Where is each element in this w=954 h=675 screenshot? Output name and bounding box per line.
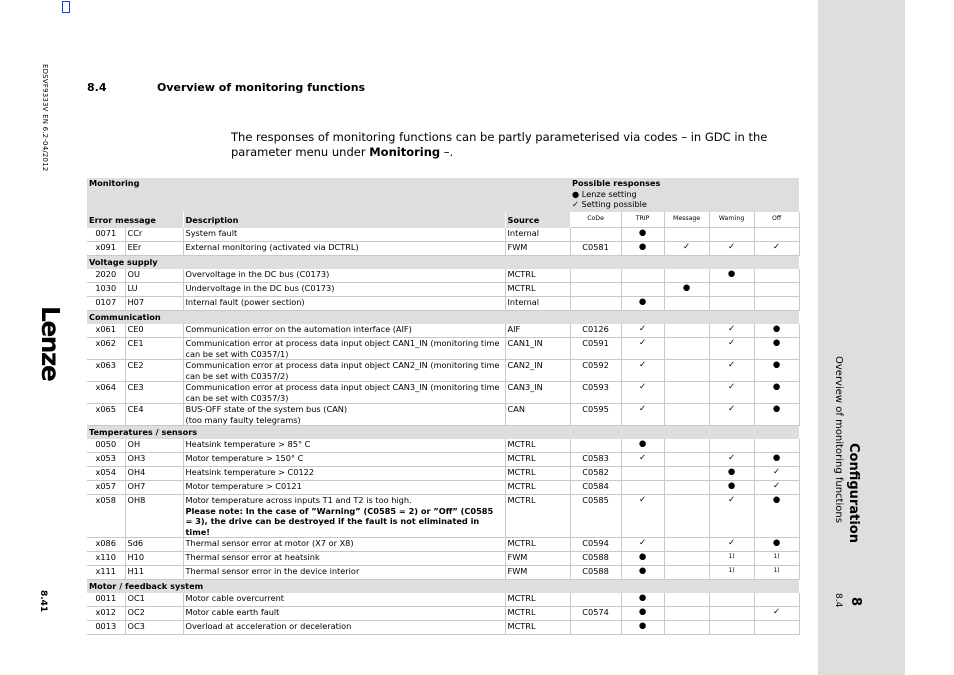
description-cell: Overvoltage in the DC bus (C0173) — [183, 269, 505, 283]
message-cell — [664, 269, 709, 283]
error-abbr: OH7 — [125, 481, 183, 495]
col-error-message: Error message — [87, 212, 183, 228]
trip-cell: ● — [621, 297, 664, 311]
message-cell — [664, 593, 709, 607]
description-cell: Thermal sensor error in the device interior — [183, 566, 505, 580]
off-cell — [754, 439, 799, 453]
warning-cell: ✓ — [709, 453, 754, 467]
trip-cell: ✓ — [621, 324, 664, 338]
code-cell: C0593 — [570, 382, 621, 404]
off-cell: ✓ — [754, 481, 799, 495]
description-cell: Motor cable earth fault — [183, 607, 505, 621]
col-off: Off — [754, 212, 799, 228]
intro-bold-term: Monitoring — [369, 145, 441, 159]
error-number: x110 — [87, 552, 125, 566]
table-row — [87, 283, 799, 297]
monitoring-table — [87, 178, 800, 635]
trip-cell — [621, 269, 664, 283]
message-cell — [664, 382, 709, 404]
description-cell: Internal fault (power section) — [183, 297, 505, 311]
corner-mark-icon — [62, 1, 70, 13]
message-cell: ✓ — [664, 242, 709, 256]
message-cell — [664, 360, 709, 382]
trip-cell: ● — [621, 242, 664, 256]
source-cell: MCTRL — [505, 439, 570, 453]
warning-cell: ✓ — [709, 538, 754, 552]
error-abbr: OU — [125, 269, 183, 283]
trip-cell: ✓ — [621, 338, 664, 360]
code-cell — [570, 228, 621, 242]
description-cell: Motor temperature > C0121 — [183, 481, 505, 495]
off-cell — [754, 621, 799, 635]
warning-cell — [709, 297, 754, 311]
table-row — [87, 439, 799, 453]
off-cell: ● — [754, 382, 799, 404]
error-abbr: CE3 — [125, 382, 183, 404]
page-number: 8.41 — [38, 590, 48, 613]
error-abbr: OC2 — [125, 607, 183, 621]
code-cell — [570, 269, 621, 283]
trip-cell: ✓ — [621, 360, 664, 382]
message-cell — [664, 552, 709, 566]
trip-cell: ● — [621, 593, 664, 607]
error-number: x053 — [87, 453, 125, 467]
message-cell — [664, 495, 709, 538]
sidebar-section-title: Overview of monitoring functions — [833, 356, 844, 523]
warning-cell — [709, 439, 754, 453]
code-cell: C0585 — [570, 495, 621, 538]
col-description: Description — [183, 212, 505, 228]
right-sidebar — [818, 0, 905, 675]
trip-cell: ✓ — [621, 382, 664, 404]
message-cell — [664, 538, 709, 552]
error-number: x058 — [87, 495, 125, 538]
warning-cell — [709, 593, 754, 607]
error-number: 0050 — [87, 439, 125, 453]
error-abbr: OH3 — [125, 453, 183, 467]
warning-cell: ● — [709, 481, 754, 495]
error-number: x063 — [87, 360, 125, 382]
group-label: Motor / feedback system — [87, 580, 799, 594]
source-cell: MCTRL — [505, 621, 570, 635]
table-row — [87, 297, 799, 311]
error-number: 0011 — [87, 593, 125, 607]
error-number: x091 — [87, 242, 125, 256]
off-cell — [754, 283, 799, 297]
trip-cell: ✓ — [621, 538, 664, 552]
source-cell: MCTRL — [505, 269, 570, 283]
warning-cell — [709, 228, 754, 242]
table-row — [87, 538, 799, 552]
table-row — [87, 467, 799, 481]
col-warning: Warning — [709, 212, 754, 228]
document-id: EDSVF9333V EN 6.2-04/2012 — [41, 64, 49, 172]
message-cell — [664, 467, 709, 481]
error-number: 0107 — [87, 297, 125, 311]
warning-cell: 1) — [709, 552, 754, 566]
table-row — [87, 242, 799, 256]
trip-cell: ● — [621, 439, 664, 453]
warning-cell — [709, 607, 754, 621]
message-cell — [664, 566, 709, 580]
warning-cell: ● — [709, 269, 754, 283]
off-cell: 1) — [754, 552, 799, 566]
message-cell — [664, 481, 709, 495]
error-abbr: EEr — [125, 242, 183, 256]
table-row — [87, 481, 799, 495]
error-number: x086 — [87, 538, 125, 552]
warning-cell: ✓ — [709, 382, 754, 404]
table-row — [87, 593, 799, 607]
warning-cell: ✓ — [709, 324, 754, 338]
code-cell: C0588 — [570, 552, 621, 566]
table-row — [87, 228, 799, 242]
table-row — [87, 607, 799, 621]
sidebar-chapter-number: 8 — [848, 597, 863, 607]
message-cell — [664, 228, 709, 242]
off-cell — [754, 269, 799, 283]
error-abbr: OH4 — [125, 467, 183, 481]
sidebar-chapter-title: Configuration — [846, 443, 861, 543]
source-cell: CAN1_IN — [505, 338, 570, 360]
message-cell — [664, 453, 709, 467]
off-cell — [754, 593, 799, 607]
description-cell: Undervoltage in the DC bus (C0173) — [183, 283, 505, 297]
code-cell: C0588 — [570, 566, 621, 580]
off-cell: ● — [754, 324, 799, 338]
trip-cell: ● — [621, 607, 664, 621]
code-cell: C0574 — [570, 607, 621, 621]
message-cell: ● — [664, 283, 709, 297]
trip-cell: ● — [621, 621, 664, 635]
table-row — [87, 382, 799, 404]
error-abbr: CE4 — [125, 404, 183, 426]
col-trip: TRIP — [621, 212, 664, 228]
group-row — [87, 426, 799, 440]
source-cell: CAN3_IN — [505, 382, 570, 404]
error-number: x062 — [87, 338, 125, 360]
code-cell: C0584 — [570, 481, 621, 495]
message-cell — [664, 621, 709, 635]
table-row — [87, 621, 799, 635]
section-number: 8.4 — [87, 81, 107, 94]
off-cell — [754, 228, 799, 242]
error-abbr: CE2 — [125, 360, 183, 382]
code-cell: C0582 — [570, 467, 621, 481]
error-number: x054 — [87, 467, 125, 481]
error-abbr: OC1 — [125, 593, 183, 607]
source-cell: Internal — [505, 228, 570, 242]
error-abbr: H07 — [125, 297, 183, 311]
error-abbr: H11 — [125, 566, 183, 580]
off-cell: ✓ — [754, 467, 799, 481]
code-cell — [570, 593, 621, 607]
error-number: 0071 — [87, 228, 125, 242]
off-cell: ● — [754, 338, 799, 360]
source-cell: FWM — [505, 566, 570, 580]
group-row — [87, 580, 799, 594]
error-number: x061 — [87, 324, 125, 338]
sidebar-section-number: 8.4 — [833, 593, 843, 608]
description-cell: Overload at acceleration or deceleration — [183, 621, 505, 635]
col-message: Message — [664, 212, 709, 228]
error-number: x064 — [87, 382, 125, 404]
description-cell: BUS-OFF state of the system bus (CAN) (too many faulty telegrams) — [183, 404, 505, 426]
source-cell: MCTRL — [505, 453, 570, 467]
group-row — [87, 311, 799, 325]
section-title: Overview of monitoring functions — [157, 81, 366, 94]
table-row — [87, 552, 799, 566]
table-row — [87, 453, 799, 467]
code-cell: C0581 — [570, 242, 621, 256]
trip-cell: ✓ — [621, 453, 664, 467]
description-cell: System fault — [183, 228, 505, 242]
message-cell — [664, 338, 709, 360]
description-cell: Thermal sensor error at motor (X7 or X8) — [183, 538, 505, 552]
description-cell: External monitoring (activated via DCTRL) — [183, 242, 505, 256]
table-row — [87, 269, 799, 283]
source-cell: MCTRL — [505, 538, 570, 552]
table-row — [87, 404, 799, 426]
source-cell: CAN — [505, 404, 570, 426]
group-label: Voltage supply — [87, 256, 799, 270]
description-cell: Thermal sensor error at heatsink — [183, 552, 505, 566]
source-cell: Internal — [505, 297, 570, 311]
warning-cell: ✓ — [709, 338, 754, 360]
error-abbr: CE1 — [125, 338, 183, 360]
group-label: Temperatures / sensors — [87, 426, 799, 440]
error-number: x057 — [87, 481, 125, 495]
code-cell: C0126 — [570, 324, 621, 338]
error-abbr: LU — [125, 283, 183, 297]
description-cell: Motor temperature > 150° C — [183, 453, 505, 467]
error-abbr: CCr — [125, 228, 183, 242]
code-cell — [570, 283, 621, 297]
off-cell: 1) — [754, 566, 799, 580]
trip-cell: ● — [621, 228, 664, 242]
source-cell: MCTRL — [505, 495, 570, 538]
table-row — [87, 495, 799, 538]
source-cell: CAN2_IN — [505, 360, 570, 382]
off-cell: ✓ — [754, 242, 799, 256]
source-cell: AIF — [505, 324, 570, 338]
code-cell: C0592 — [570, 360, 621, 382]
source-cell: MCTRL — [505, 607, 570, 621]
message-cell — [664, 607, 709, 621]
message-cell — [664, 324, 709, 338]
off-cell: ● — [754, 360, 799, 382]
table-row — [87, 566, 799, 580]
error-abbr: H10 — [125, 552, 183, 566]
error-number: x012 — [87, 607, 125, 621]
off-cell: ● — [754, 453, 799, 467]
warning-note: Please note: In the case of ”Warning” (C0585 = 2) or ”Off” (C0585 = 3), the drive can be destroyed if the fault is not eliminated in time! — [185, 505, 494, 537]
code-cell: C0591 — [570, 338, 621, 360]
warning-cell — [709, 621, 754, 635]
error-number: 0013 — [87, 621, 125, 635]
message-cell — [664, 404, 709, 426]
error-abbr: OH8 — [125, 495, 183, 538]
error-number: 2020 — [87, 269, 125, 283]
trip-cell: ✓ — [621, 404, 664, 426]
source-cell: FWM — [505, 552, 570, 566]
description-cell: Heatsink temperature > 85° C — [183, 439, 505, 453]
description-cell: Heatsink temperature > C0122 — [183, 467, 505, 481]
warning-cell — [709, 283, 754, 297]
code-cell — [570, 297, 621, 311]
message-cell — [664, 439, 709, 453]
code-cell — [570, 621, 621, 635]
warning-cell: ✓ — [709, 242, 754, 256]
trip-cell: ● — [621, 552, 664, 566]
col-code: CoDe — [570, 212, 621, 228]
off-cell: ● — [754, 538, 799, 552]
description-cell: Communication error at process data input object CAN3_IN (monitoring time can be set with C0357/3) — [183, 382, 505, 404]
monitoring-header: Monitoring — [87, 178, 570, 212]
warning-cell: 1) — [709, 566, 754, 580]
trip-cell — [621, 467, 664, 481]
code-cell — [570, 439, 621, 453]
warning-cell: ✓ — [709, 360, 754, 382]
col-source: Source — [505, 212, 570, 228]
source-cell: MCTRL — [505, 593, 570, 607]
error-number: x065 — [87, 404, 125, 426]
off-cell: ● — [754, 404, 799, 426]
trip-cell — [621, 481, 664, 495]
off-cell — [754, 297, 799, 311]
warning-cell: ✓ — [709, 404, 754, 426]
error-abbr: OH — [125, 439, 183, 453]
description-cell: Motor cable overcurrent — [183, 593, 505, 607]
message-cell — [664, 297, 709, 311]
group-label: Communication — [87, 311, 799, 325]
table-row — [87, 338, 799, 360]
error-number: x111 — [87, 566, 125, 580]
warning-cell: ● — [709, 467, 754, 481]
off-cell: ✓ — [754, 607, 799, 621]
group-row — [87, 256, 799, 270]
lenze-logo: Lenze — [36, 306, 65, 381]
trip-cell: ● — [621, 566, 664, 580]
code-cell: C0594 — [570, 538, 621, 552]
off-cell: ● — [754, 495, 799, 538]
warning-cell: ✓ — [709, 495, 754, 538]
intro-paragraph: The responses of monitoring functions can be partly parameterised via codes – in GDC in the parameter menu under Monitoring –. — [231, 130, 768, 159]
error-number: 1030 — [87, 283, 125, 297]
source-cell: MCTRL — [505, 467, 570, 481]
table-row — [87, 360, 799, 382]
code-cell: C0595 — [570, 404, 621, 426]
description-cell: Motor temperature across inputs T1 and T2 is too high. Please note: In the case of ”Warning” (C0585 = 2) or ”Off” (C0585 = 3), the drive can be destroyed if the fault is not eliminated in time! — [183, 495, 505, 538]
description-cell: Communication error on the automation interface (AIF) — [183, 324, 505, 338]
error-abbr: CE0 — [125, 324, 183, 338]
code-cell: C0583 — [570, 453, 621, 467]
source-cell: MCTRL — [505, 283, 570, 297]
trip-cell: ✓ — [621, 495, 664, 538]
source-cell: FWM — [505, 242, 570, 256]
table-row — [87, 324, 799, 338]
description-cell: Communication error at process data input object CAN2_IN (monitoring time can be set with C0357/2) — [183, 360, 505, 382]
error-abbr: OC3 — [125, 621, 183, 635]
possible-responses-header: Possible responses ● Lenze setting ✓ Setting possible — [570, 178, 799, 212]
source-cell: MCTRL — [505, 481, 570, 495]
error-abbr: Sd6 — [125, 538, 183, 552]
trip-cell — [621, 283, 664, 297]
description-cell: Communication error at process data input object CAN1_IN (monitoring time can be set with C0357/1) — [183, 338, 505, 360]
